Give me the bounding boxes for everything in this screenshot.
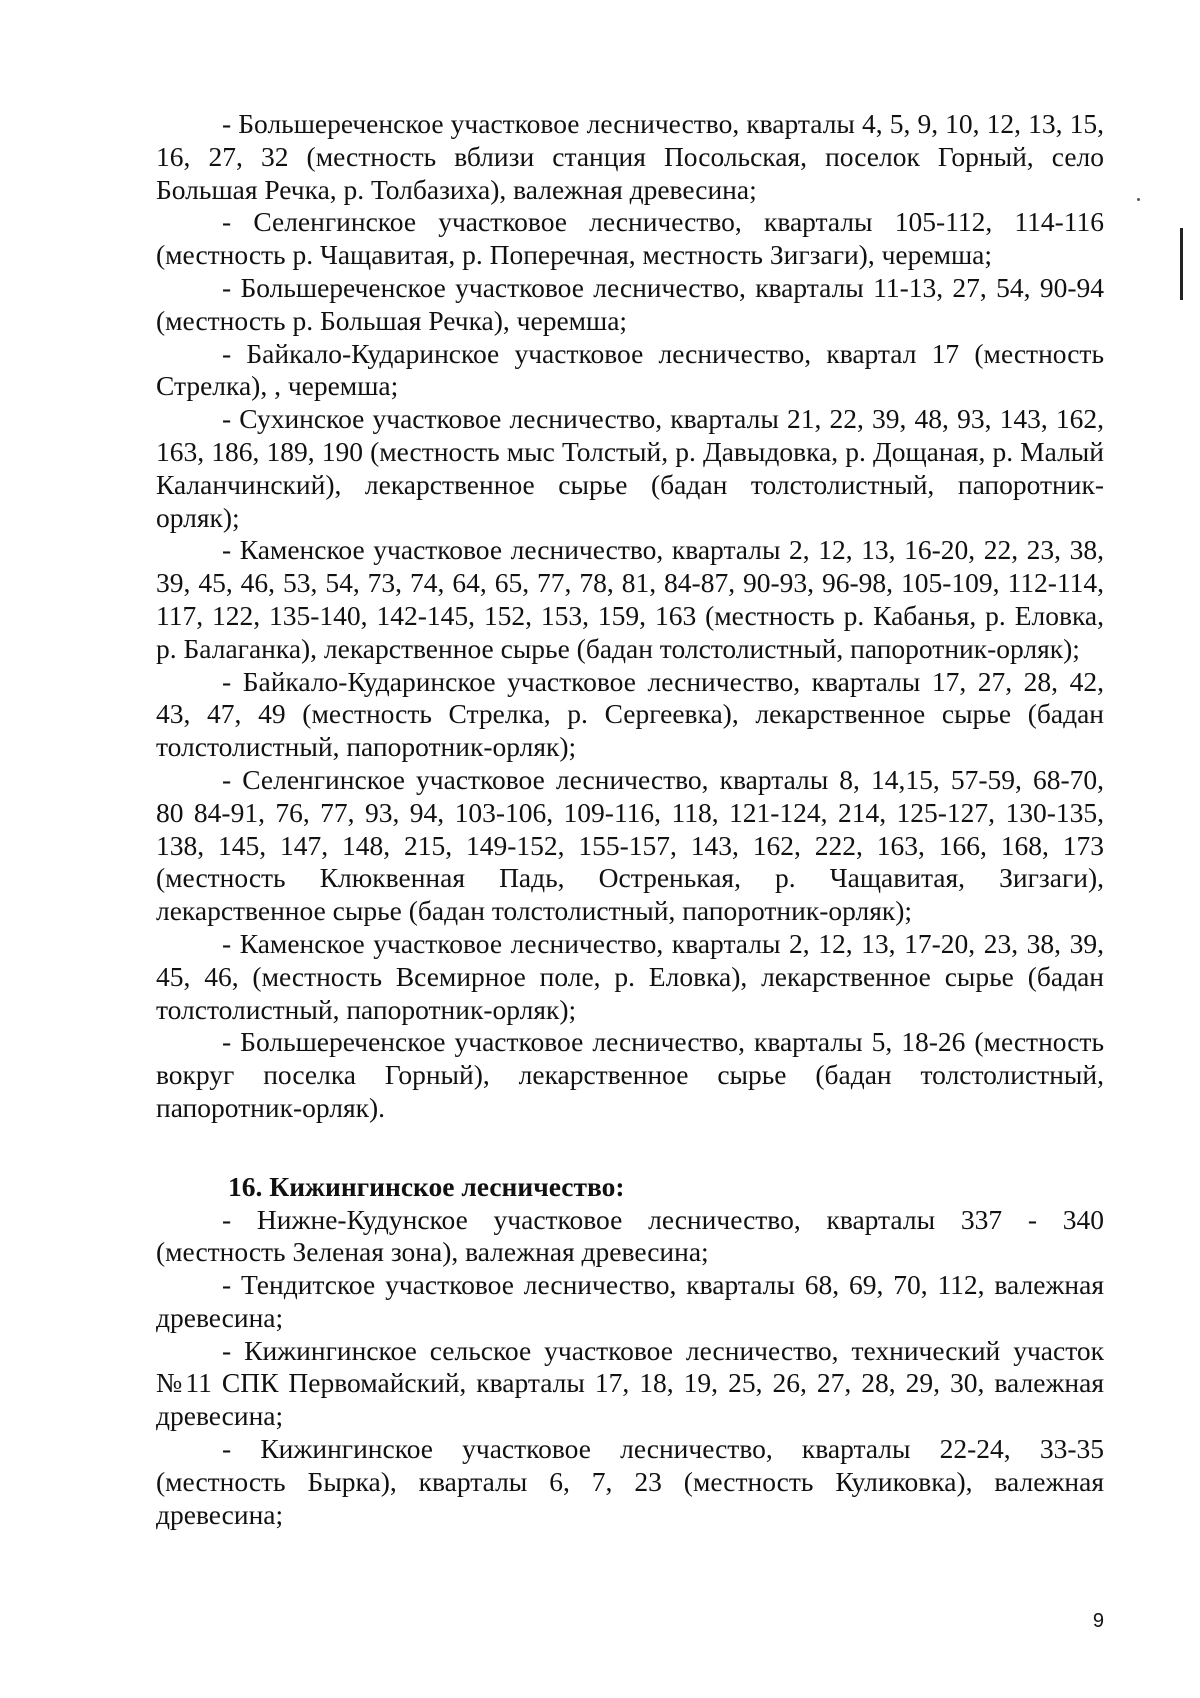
paragraph-item: - Кижингинское сельское участковое лесничество, технический участок №11 СПК Первомайский, кварталы 17, 18, 19, 25, 26, 27, 28, 29, 30, валежная древесина;	[156, 1334, 1104, 1432]
paragraph-item: - Байкало-Кударинское участковое лесничество, кварталы 17, 27, 28, 42, 43, 47, 49 (местность Стрелка, р. Сергеевка), лекарственное сырье (бадан толстолистный, папоротник-орляк);	[156, 665, 1104, 763]
paragraph-item: - Селенгинское участковое лесничество, кварталы 105-112, 114-116 (местность р. Чащавитая, р. Поперечная, местность Зигзаги), черемша;	[156, 206, 1104, 271]
paragraph-item: - Сухинское участковое лесничество, кварталы 21, 22, 39, 48, 93, 143, 162, 163, 186, 189, 190 (местность мыс Толстый, р. Давыдовка, р. Дощаная, р. Малый Каланчинский), лекарственное сырье (бадан толстолистный, папоротник-орляк);	[156, 403, 1104, 533]
paragraph-item: - Нижне-Кудунское участковое лесничество, кварталы 337 - 340 (местность Зеленая зона), валежная древесина;	[156, 1203, 1104, 1268]
paragraph-item: - Каменское участковое лесничество, кварталы 2, 12, 13, 16-20, 22, 23, 38, 39, 45, 46, 53, 54, 73, 74, 64, 65, 77, 78, 81, 84-87, 90-93, 96-98, 105-109, 112-114, 117, 122, 135-140, 142-145, 152, 153, 159, 163 (местность р. Кабанья, р. Еловка, р. Балаганка), лекарственное сырье (бадан толстолистный, папоротник-орляк);	[156, 534, 1104, 664]
paragraph-item: - Каменское участковое лесничество, кварталы 2, 12, 13, 17-20, 23, 38, 39, 45, 46, (местность Всемирное поле, р. Еловка), лекарственное сырье (бадан толстолистный, папоротник-орляк);	[156, 927, 1104, 1025]
scan-margin-mark	[1180, 228, 1183, 300]
paragraph-item: - Кижингинское участковое лесничество, кварталы 22-24, 33-35 (местность Бырка), кварталы 6, 7, 23 (местность Куликовка), валежная древесина;	[156, 1433, 1104, 1530]
paragraph-item: - Селенгинское участковое лесничество, кварталы 8, 14,15, 57-59, 68-70, 80 84-91, 76, 77, 93, 94, 103-106, 109-116, 118, 121-124, 214, 125-127, 130-135, 138, 145, 147, 148, 215, 149-152, 155-157, 143, 162, 222, 163, 166, 168, 173 (местность Клюквенная Падь, Остренькая, р. Чащавитая, Зигзаги), лекарственное сырье (бадан толстолистный, папоротник-орляк);	[156, 763, 1104, 927]
paragraph-item: - Большереченское участковое лесничество, кварталы 4, 5, 9, 10, 12, 13, 15, 16, 27, 32 (местность вблизи станция Посольская, поселок Горный, село Большая Речка, р. Толбазиха), валежная древесина;	[156, 108, 1104, 205]
paragraph-item: - Тендитское участковое лесничество, кварталы 68, 69, 70, 112, валежная древесина;	[156, 1269, 1104, 1333]
paragraph-item: - Байкало-Кударинское участковое лесничество, квартал 17 (местность Стрелка), , черемша;	[156, 337, 1104, 402]
paragraph-item: - Большереченское участковое лесничество, кварталы 11-13, 27, 54, 90-94 (местность р. Большая Речка), черемша;	[156, 271, 1104, 336]
scan-speck	[1137, 198, 1140, 201]
section-heading: 16. Кижингинское лесничество:	[228, 1170, 625, 1202]
document-body	[156, 108, 1104, 1531]
page-number: 9	[1092, 1610, 1104, 1632]
paragraph-item: - Большереченское участковое лесничество, кварталы 5, 18-26 (местность вокруг поселка Горный), лекарственное сырье (бадан толстолистный, папоротник-орляк).	[156, 1026, 1104, 1123]
